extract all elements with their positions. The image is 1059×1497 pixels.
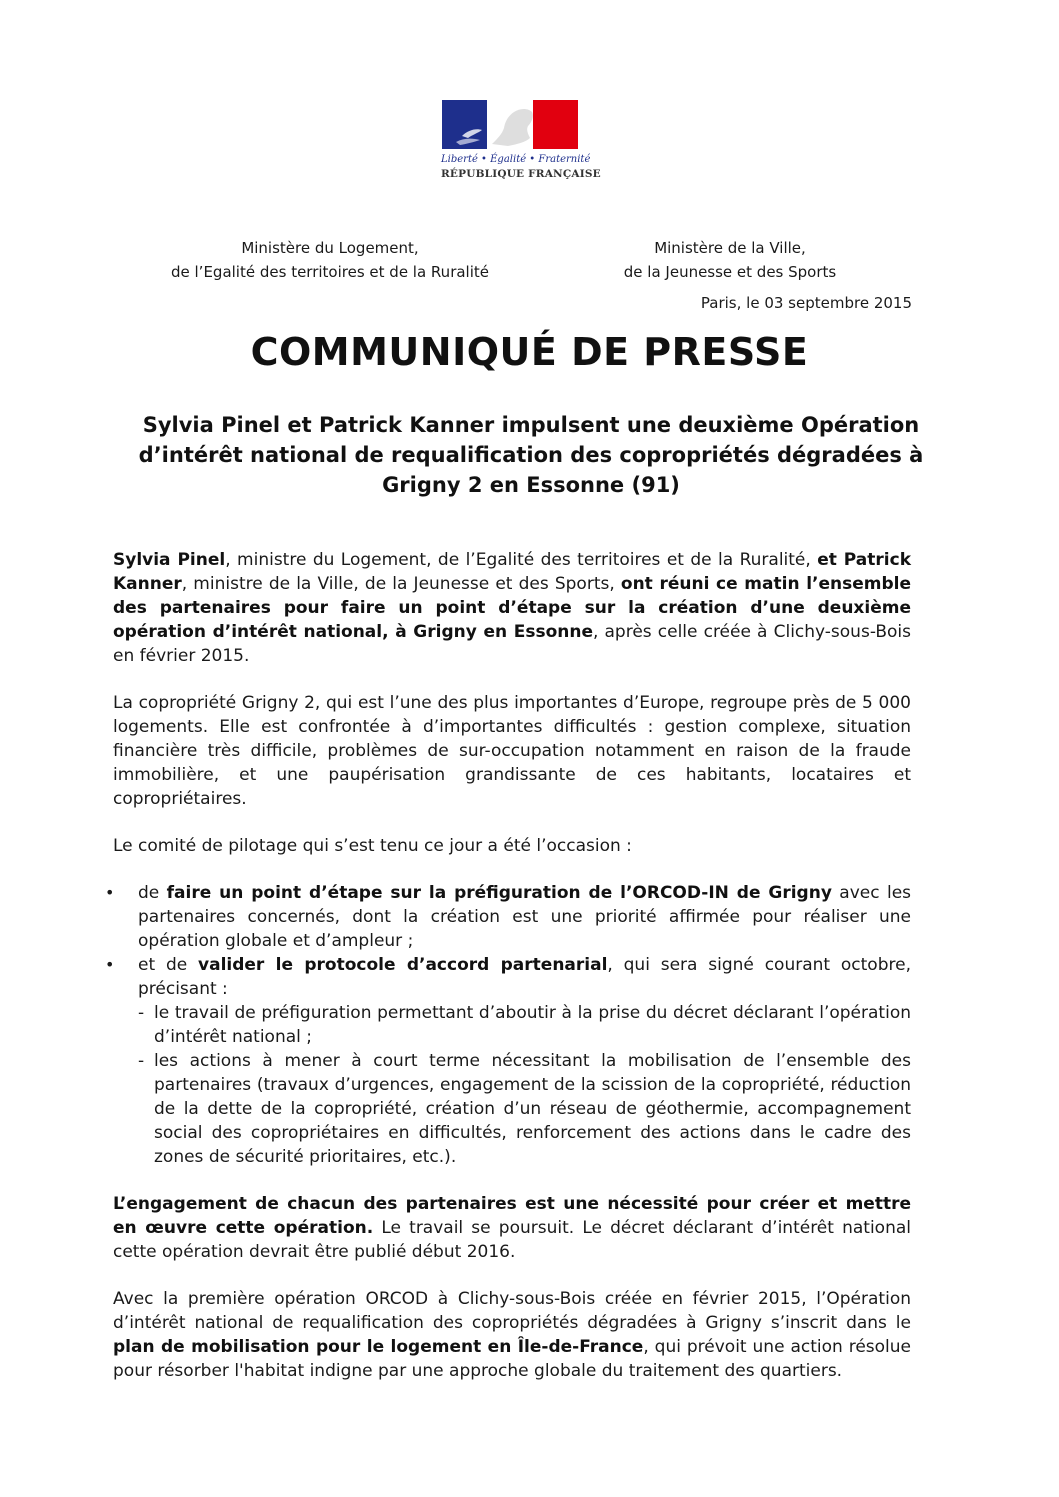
text: avec les partenaires concernés, dont la création est une priorité affirmée pour réaliser une opération globale et d’ampleur ; bbox=[138, 883, 912, 951]
ministry-ville-line2: de la Jeunesse et des Sports bbox=[623, 263, 837, 281]
text: , qui sera signé courant octobre, précisant : bbox=[138, 955, 911, 999]
ministry-ville bbox=[570, 236, 890, 284]
document-subtitle: Sylvia Pinel et Patrick Kanner impulsent une deuxième Opération d’intérêt national de requalification des copropriétés dégradées à Grigny 2 en Essonne (91) bbox=[138, 413, 924, 497]
text: Le travail se poursuit. Le décret déclarant d’intérêt national cette opération devrait être publié début 2016. bbox=[113, 1218, 911, 1262]
sub-list-item: - le travail de préfiguration permettant d’aboutir à la prise du décret déclarant l’opération d’intérêt national ; bbox=[138, 1001, 911, 1049]
ministry-logement-line1: Ministère du Logement, bbox=[241, 239, 419, 257]
bold-text: faire un point d’étape sur la préfiguration de l’ORCOD-IN de Grigny bbox=[166, 883, 832, 903]
text: , qui prévoit une action résolue pour résorber l'habitat indigne par une approche globale du traitement des quartiers. bbox=[113, 1337, 911, 1381]
text: de bbox=[138, 883, 167, 903]
paragraph-intro bbox=[113, 548, 911, 668]
text: Avec la première opération ORCOD à Clichy-sous-Bois créée en février 2015, l’Opération d’intérêt national de requalification des copropriétés dégradées à Grigny s’inscrit dans le bbox=[113, 1289, 911, 1333]
text: , ministre du Logement, de l’Egalité des territoires et de la Ruralité, bbox=[225, 550, 818, 570]
text: et de bbox=[138, 955, 199, 975]
text: , après celle créée à Clichy-sous-Bois en février 2015. bbox=[113, 622, 911, 666]
paragraph-conclusion bbox=[113, 1287, 911, 1383]
republic-motto: Liberté • Égalité • Fraternité bbox=[441, 154, 591, 165]
bold-text: L’engagement de chacun des partenaires est une nécessité pour créer et mettre en œuvre cette opération. bbox=[113, 1194, 911, 1238]
text: , ministre de la Ville, de la Jeunesse et des Sports, bbox=[181, 574, 621, 594]
release-date: Paris, le 03 septembre 2015 bbox=[700, 294, 912, 312]
bold-text: Sylvia Pinel bbox=[113, 550, 226, 570]
bold-text: et Patrick Kanner bbox=[113, 550, 911, 594]
document-title: COMMUNIQUÉ DE PRESSE bbox=[250, 330, 809, 374]
paragraph-engagement bbox=[113, 1192, 911, 1264]
ministry-ville-line1: Ministère de la Ville, bbox=[654, 239, 806, 257]
list-item bbox=[113, 881, 911, 953]
list-item bbox=[113, 953, 911, 1169]
bold-text: ont réuni ce matin l’ensemble des partenaires pour faire un point d’étape sur la création d’une deuxième opération d’intérêt national, à Grigny en Essonne bbox=[113, 574, 911, 642]
marianne-flag-icon bbox=[442, 100, 578, 149]
ministry-logement-line2: de l’Egalité des territoires et de la Ruralité bbox=[171, 263, 489, 281]
paragraph-comite-intro: Le comité de pilotage qui s’est tenu ce jour a été l’occasion : bbox=[113, 836, 632, 856]
comite-bullet-list bbox=[113, 881, 911, 1169]
republic-name: RÉPUBLIQUE FRANÇAISE bbox=[441, 168, 601, 180]
paragraph-copropriete: La copropriété Grigny 2, qui est l’une des plus importantes d’Europe, regroupe près de 5 000 logements. Elle est confrontée à d’importantes difficultés : gestion complexe, situation financière très difficile, problèmes de sur-occupation notamment en raison de la fraude immobilière, et une paupérisation grandissante de ces habitants, locataires et copropriétaires. bbox=[113, 693, 911, 809]
sub-list-item: - les actions à mener à court terme nécessitant la mobilisation de l’ensemble des partenaires (travaux d’urgences, engagement de la scission de la copropriété, réduction de la dette de la copropriété, création d’un réseau de géothermie, accompagnement social des copropriétaires en difficultés, renforcement des actions dans le cadre des zones de sécurité prioritaires, etc.). bbox=[138, 1049, 911, 1169]
ministry-logement bbox=[90, 236, 570, 284]
press-release-body bbox=[113, 548, 911, 1406]
republique-francaise-logo bbox=[441, 100, 601, 184]
bold-text: valider le protocole d’accord partenarial bbox=[198, 955, 608, 975]
sub-list bbox=[138, 1001, 911, 1169]
bold-text: plan de mobilisation pour le logement en Île-de-France bbox=[113, 1337, 644, 1357]
